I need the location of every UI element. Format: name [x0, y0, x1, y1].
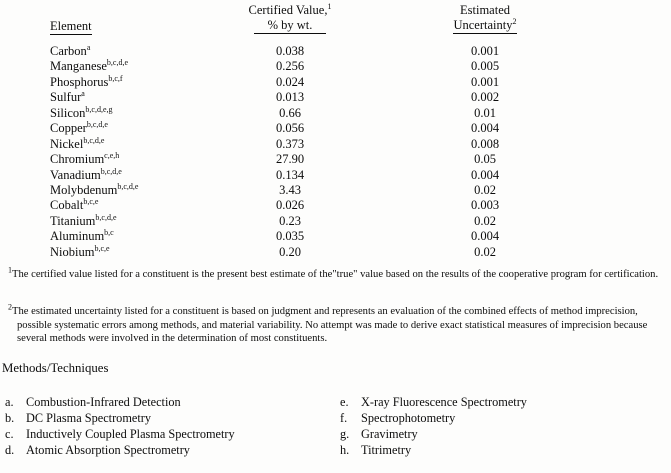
method-refs-superscript: b,c,f [108, 73, 123, 83]
table-row [0, 44, 671, 59]
certified-header-line2 [210, 18, 370, 33]
method-label: Spectrophotometry [361, 411, 456, 425]
element-name: Nickel$^{b,c,d,e}$ [50, 135, 105, 151]
table-row [0, 106, 671, 121]
method-label: Titrimetry [361, 443, 412, 457]
table-row [0, 198, 671, 213]
estimated-label: Estimated [460, 3, 510, 17]
method-label: Gravimetry [361, 427, 418, 441]
uncertainty-label [453, 18, 516, 34]
methods-list-left [5, 394, 235, 458]
table-rows [0, 44, 671, 260]
table-row [0, 214, 671, 229]
footnote-2 [8, 302, 669, 346]
element-name: Copper$^{b,c,d,e}$ [50, 120, 108, 136]
table-row [0, 75, 671, 90]
certified-value: 0.026 [275, 198, 305, 213]
uncertainty-text: Uncertainty [453, 17, 513, 32]
element-name: Carbon$^a$ [50, 42, 91, 58]
certified-value: 0.66 [279, 105, 301, 120]
uncertainty-value: 0.004 [470, 167, 500, 182]
table-row [0, 168, 671, 183]
element-name: Cobalt$^{b,c,e}$ [50, 197, 99, 213]
uncertainty-column-header [385, 3, 585, 32]
uncertainty-value: 0.002 [470, 90, 500, 105]
method-item [5, 394, 235, 410]
method-refs-superscript: b,c,d,e [95, 212, 117, 222]
method-refs-superscript: a [86, 42, 91, 52]
certified-value-column-header [210, 3, 370, 32]
uncertainty-value: 0.01 [474, 105, 496, 120]
methods-techniques-heading: Methods/Techniques [2, 361, 109, 375]
certified-value: 0.256 [275, 59, 305, 74]
table-row [0, 152, 671, 167]
table-row [0, 137, 671, 152]
element-name: Phosphorus$^{b,c,f}$ [50, 73, 123, 89]
uncertainty-value: 0.004 [470, 229, 500, 244]
uncertainty-value: 0.02 [474, 213, 496, 228]
footnote-1-text: The certified value listed for a constituent is the present best estimate of the"true" value based on the results of the cooperative program for certification. [12, 269, 659, 280]
method-refs-superscript: b,c [104, 228, 114, 238]
footnote-2-text: The estimated uncertainty listed for a constituent is based on judgment and represents an evaluation of the combined effects of method imprecision, possible systematic errors among methods, and material variability. No attempt was made to derive exact statistical measures of imprecision because several methods were involved in the determination of most constituents. [12, 306, 648, 345]
method-key: e. [340, 395, 349, 409]
method-label: DC Plasma Spectrometry [26, 411, 151, 425]
method-label: Combustion-Infrared Detection [26, 395, 181, 409]
method-refs-superscript: b,c,e [94, 243, 110, 253]
element-name: Molybdenum$^{b,c,d,e}$ [50, 181, 139, 197]
element-name: Aluminum$^{b,c}$ [50, 228, 114, 244]
methods-list-right [340, 394, 527, 458]
uncertainty-value: 0.02 [474, 182, 496, 197]
certified-value: 0.20 [279, 244, 301, 259]
method-item [5, 410, 235, 426]
certified-value: 0.373 [275, 136, 305, 151]
method-item [340, 410, 527, 426]
certified-value: 0.056 [275, 121, 305, 136]
certified-value: 0.23 [279, 213, 301, 228]
certified-value: 0.134 [275, 167, 305, 182]
method-label: Atomic Absorption Spectrometry [26, 443, 190, 457]
certified-header-text: Certified Value, [248, 3, 328, 17]
method-key: b. [5, 411, 15, 425]
element-name: Titanium$^{b,c,d,e}$ [50, 212, 117, 228]
percent-by-wt-label: % by wt. [254, 18, 327, 34]
method-item [340, 442, 527, 458]
method-item [5, 426, 235, 442]
method-label: X-ray Fluorescence Spectrometry [361, 395, 527, 409]
footnote-1-reference: 1 [327, 1, 332, 11]
certified-value: 3.43 [279, 182, 301, 197]
method-refs-superscript: b,c,d,e [117, 181, 139, 191]
method-item [5, 442, 235, 458]
method-key: c. [5, 427, 14, 441]
certified-value: 0.035 [275, 229, 305, 244]
element-column-header [50, 19, 92, 34]
uncertainty-value: 0.008 [470, 136, 500, 151]
method-key: g. [340, 427, 350, 441]
uncertainty-value: 0.003 [470, 198, 500, 213]
element-name: Vanadium$^{b,c,d,e}$ [50, 166, 122, 182]
element-name: Silicon$^{b,c,d,e,g}$ [50, 104, 113, 120]
method-refs-superscript: b,c,d,e [83, 135, 105, 145]
footnote-2-marker: 2 [8, 302, 12, 312]
method-item [340, 394, 527, 410]
certified-value: 0.013 [275, 90, 305, 105]
table-row [0, 121, 671, 136]
table-row [0, 59, 671, 74]
method-item [340, 426, 527, 442]
table-row [0, 90, 671, 105]
method-key: a. [5, 395, 14, 409]
method-key: f. [340, 411, 348, 425]
method-key: h. [340, 443, 350, 457]
footnote-1-marker: 1 [8, 265, 12, 275]
element-name: Niobium$^{b,c,e}$ [50, 243, 110, 259]
uncertainty-value: 0.001 [470, 44, 500, 58]
footnote-1 [8, 265, 669, 282]
uncertainty-value: 0.004 [470, 121, 500, 136]
uncertainty-value: 0.02 [474, 244, 496, 259]
certified-value: 27.90 [275, 152, 305, 167]
method-refs-superscript: a [81, 89, 85, 99]
element-name: Chromium$^{c,e,h}$ [50, 150, 120, 167]
method-label: Inductively Coupled Plasma Spectrometry [26, 427, 235, 441]
element-name: Sulfur$^a$ [50, 89, 85, 105]
method-refs-superscript: b,c,d,e [100, 166, 122, 176]
method-key: d. [5, 443, 15, 457]
method-refs-superscript: b,c,d,e [106, 58, 129, 68]
method-refs-superscript: b,c,d,e,g [85, 104, 113, 114]
uncertainty-value: 0.05 [474, 152, 496, 167]
certified-value: 0.024 [275, 74, 305, 89]
table-row [0, 183, 671, 198]
element-name: Manganese$^{b,c,d,e}$ [50, 58, 129, 74]
certified-header-line1 [210, 3, 370, 18]
element-label: Element [50, 19, 92, 33]
method-refs-superscript: b,c,d,e [86, 120, 108, 130]
uncertainty-header-line2 [385, 18, 585, 33]
certified-value: 0.038 [275, 44, 305, 58]
uncertainty-value: 0.001 [470, 74, 500, 89]
table-row [0, 229, 671, 244]
footnote-2-reference: 2 [512, 16, 517, 26]
method-refs-superscript: b,c,e [83, 197, 99, 207]
table-row [0, 245, 671, 260]
uncertainty-value: 0.005 [470, 59, 500, 74]
method-refs-superscript: c,e,h [104, 150, 120, 160]
